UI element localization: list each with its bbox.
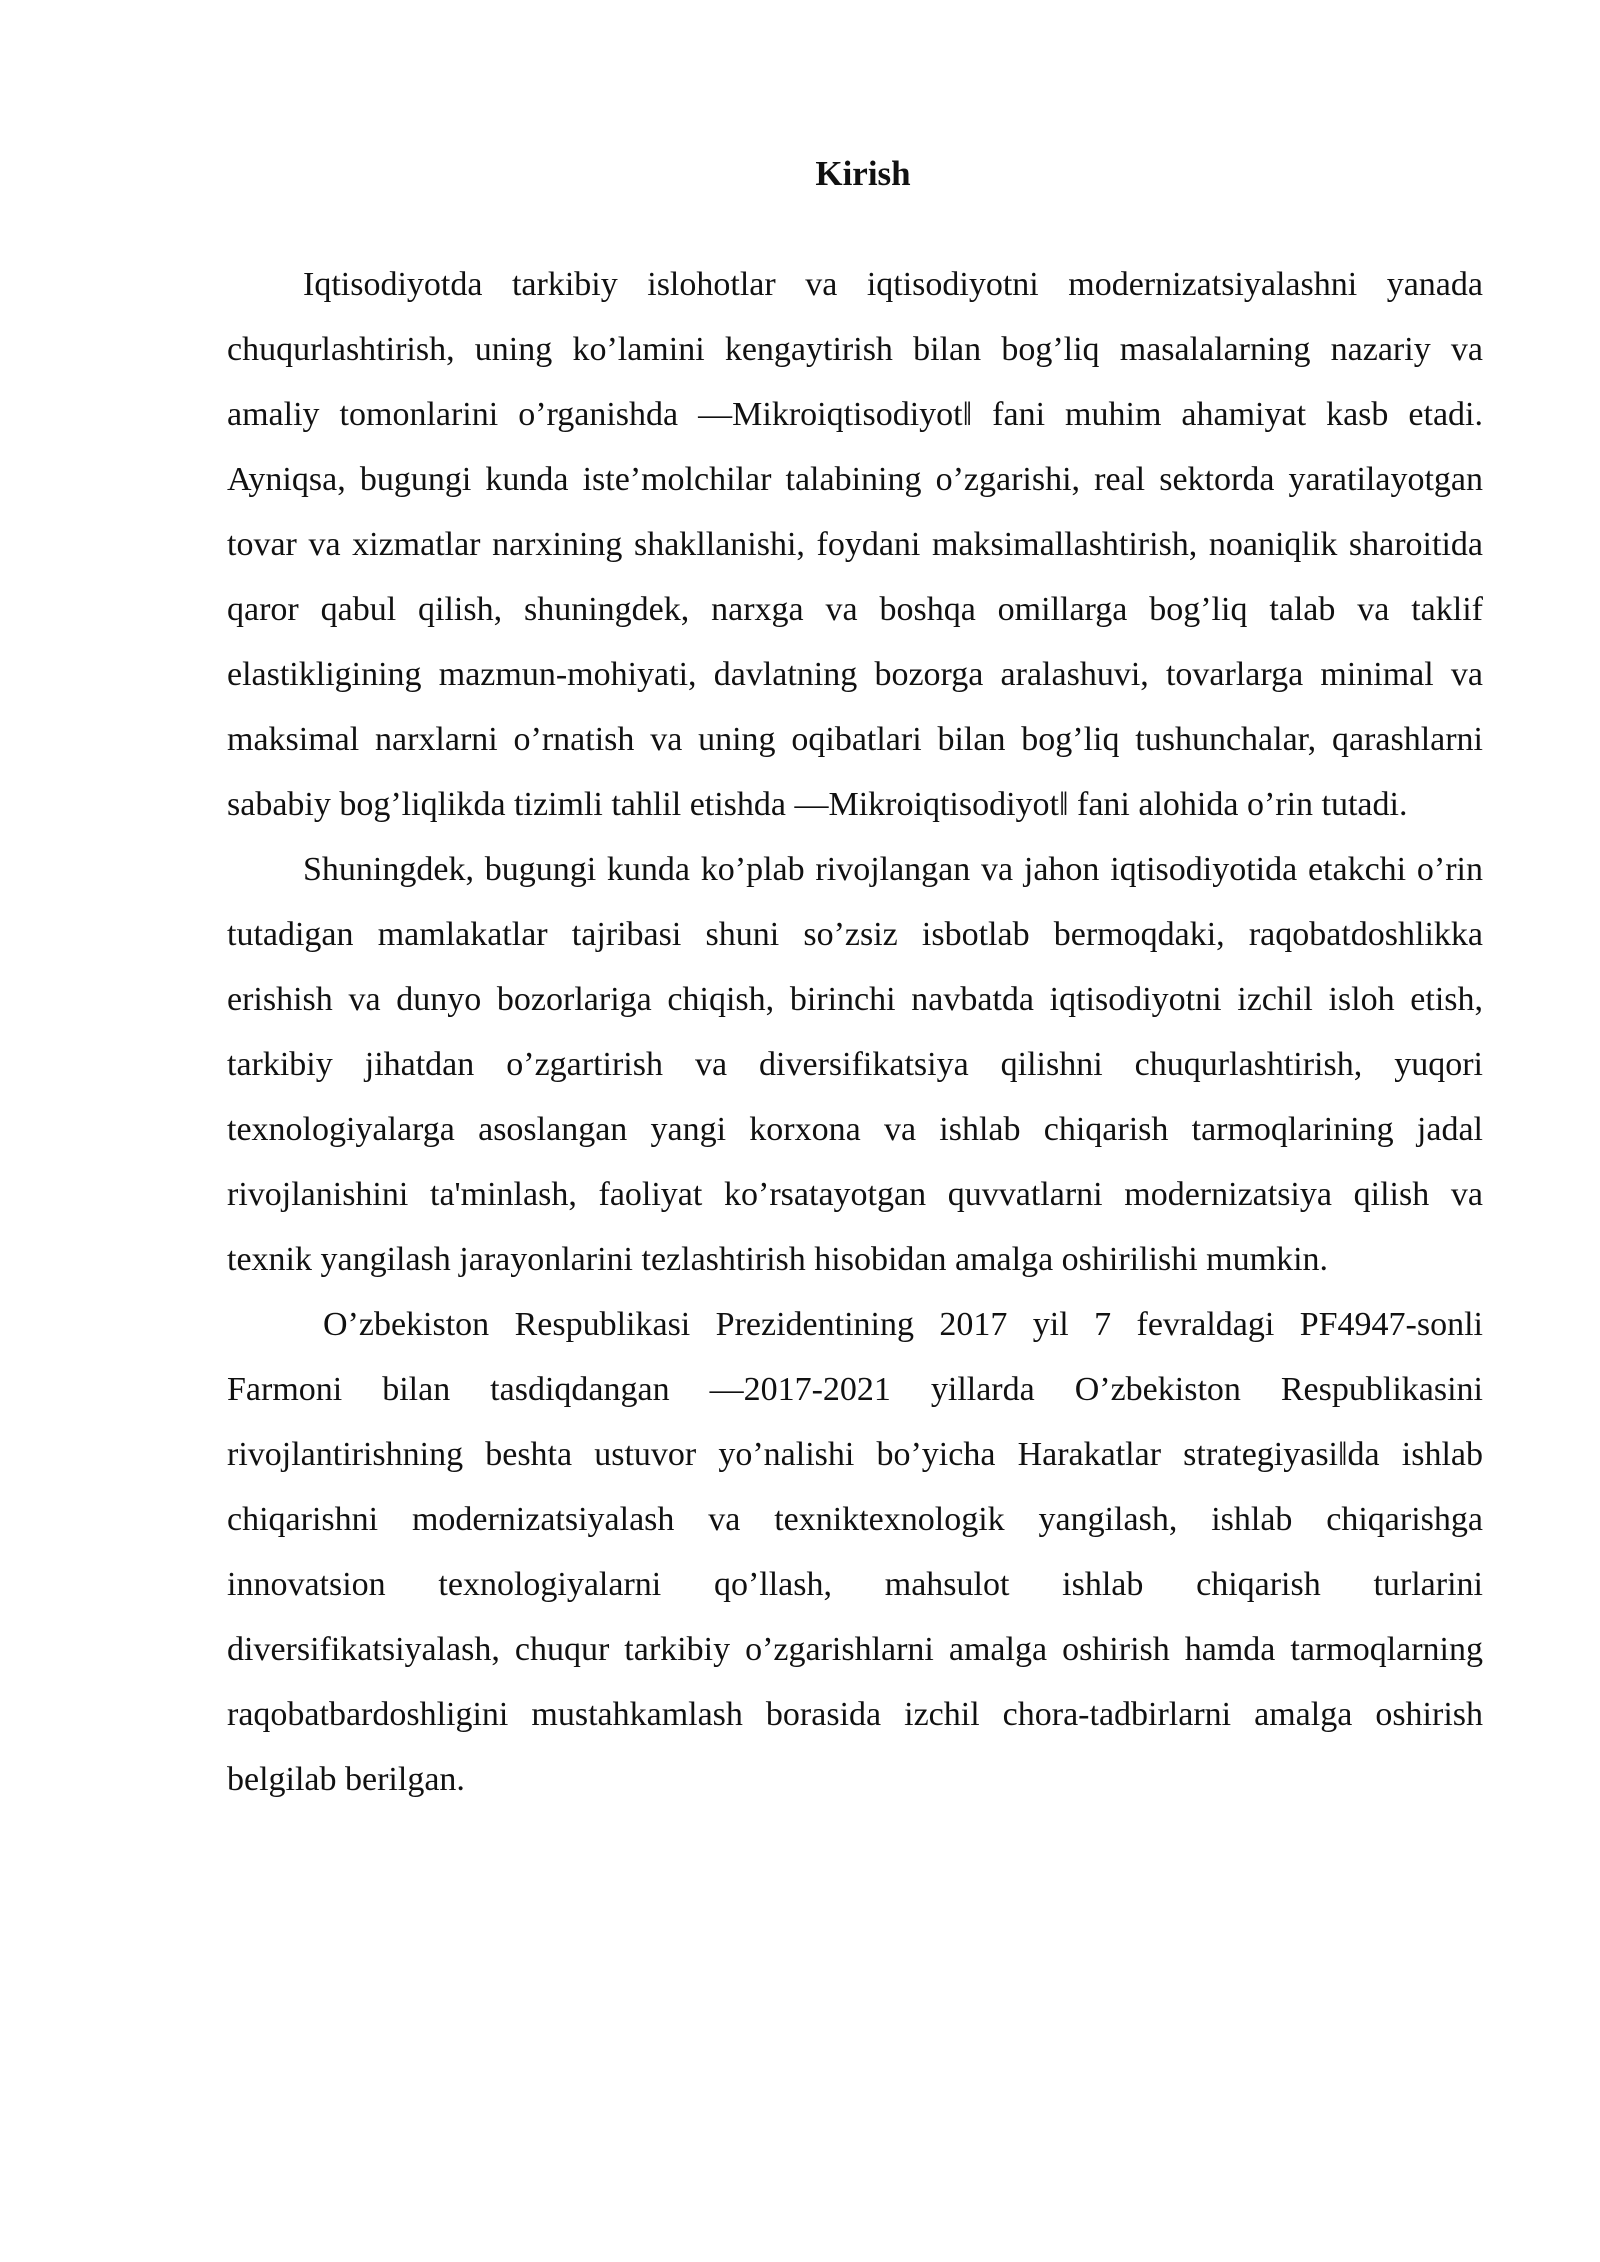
body-text [227, 252, 1483, 1812]
paragraph-3: O’zbekiston Respublikasi Prezidentining 2017 yil 7 fevraldagi PF4947-sonli Farmoni bilan tasdiqdangan ―2017-2021 yillarda O’zbekiston Respublikasini rivojlantirishning beshta ustuvor yo’nalishi bo’yicha Harakatlar strategiyasi‖da ishlab chiqarishni modernizatsiyalash va texniktexnologik yangilash, ishlab chiqarishga innovatsion texnologiyalarni qo’llash, mahsulot ishlab chiqarish turlarini diversifikatsiyalash, chuqur tarkibiy o’zgarishlarni amalga oshirish hamda tarmoqlarning raqobatbardoshligini mustahkamlash borasida izchil chora-tadbirlarni amalga oshirish belgilab berilgan. [227, 1306, 1483, 1798]
paragraph-1: Iqtisodiyotda tarkibiy islohotlar va iqtisodiyotni modernizatsiyalashni yanada chuqurlashtirish, uning ko’lamini kengaytirish bilan bog’liq masalalarning nazariy va amaliy tomonlarini o’rganishda ―Mikroiqtisodiyot‖ fani muhim ahamiyat kasb etadi. Ayniqsa, bugungi kunda iste’molchilar talabining o’zgarishi, real sektorda yaratilayotgan tovar va xizmatlar narxining shakllanishi, foydani maksimallashtirish, noaniqlik sharoitida qaror qabul qilish, shuningdek, narxga va boshqa omillarga bog’liq talab va taklif elastikligining mazmun-mohiyati, davlatning bozorga aralashuvi, tovarlarga minimal va maksimal narxlarni o’rnatish va uning oqibatlari bilan bog’liq tushunchalar, qarashlarni sababiy bog’liqlikda tizimli tahlil etishda ―Mikroiqtisodiyot‖ fani alohida o’rin tutadi. [227, 266, 1483, 823]
paragraph-2: Shuningdek, bugungi kunda ko’plab rivojlangan va jahon iqtisodiyotida etakchi o’rin tutadigan mamlakatlar tajribasi shuni so’zsiz isbotlab bermoqdaki, raqobatdoshlikka erishish va dunyo bozorlariga chiqish, birinchi navbatda iqtisodiyotni izchil isloh etish, tarkibiy jihatdan o’zgartirish va diversifikatsiya qilishni chuqurlashtirish, yuqori texnologiyalarga asoslangan yangi korxona va ishlab chiqarish tarmoqlarining jadal rivojlanishini ta'minlash, faoliyat ko’rsatayotgan quvvatlarni modernizatsiya qilish va texnik yangilash jarayonlarini tezlashtirish hisobidan amalga oshirilishi mumkin. [227, 851, 1483, 1278]
page-title: Kirish [815, 154, 911, 193]
